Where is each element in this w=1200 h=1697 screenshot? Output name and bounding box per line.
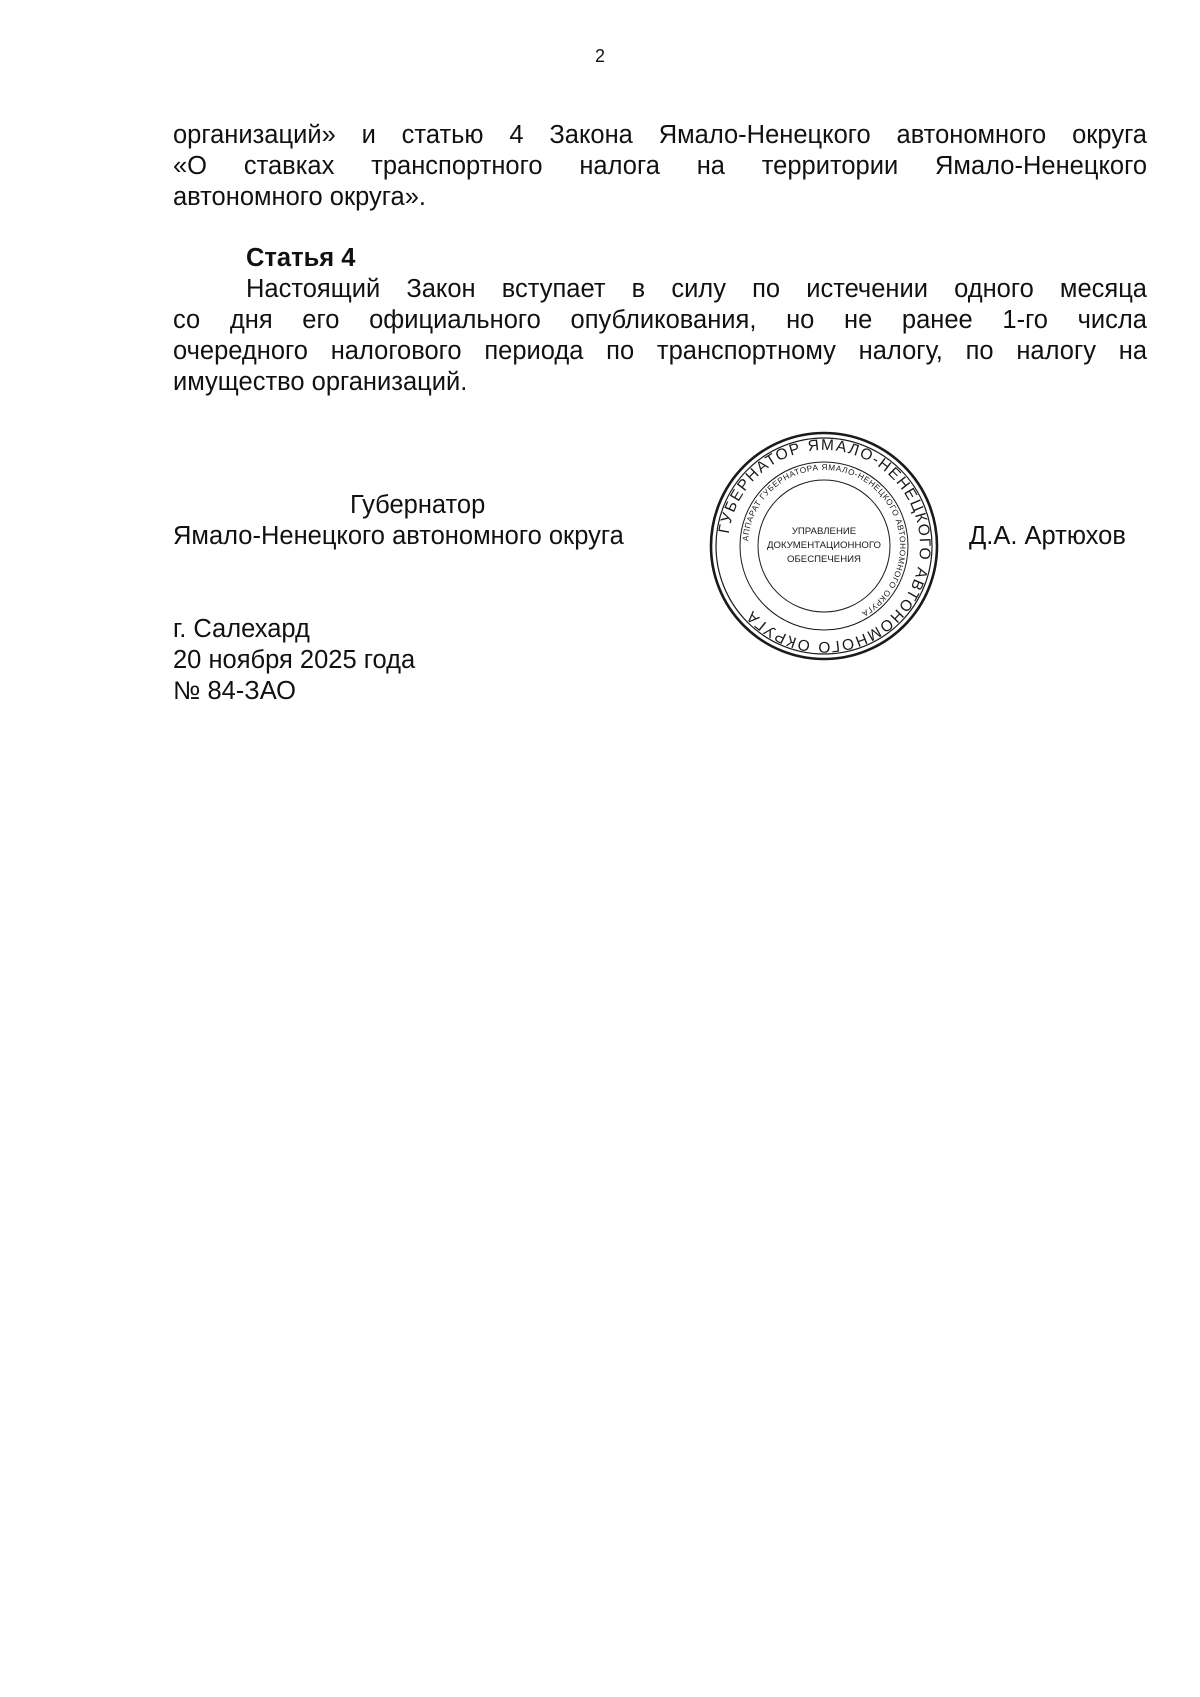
seal-outer-text: ГУБЕРНАТОР ЯМАЛО-НЕНЕЦКОГО АВТОНОМНОГО ОКРУГА xyxy=(715,436,934,656)
seal-inner-text: АППАРАТ ГУБЕРНАТОРА ЯМАЛО-НЕНЕЦКОГО АВТОНОМНОГО ОКРУГА xyxy=(741,462,908,619)
text-line xyxy=(173,305,1147,336)
text-line xyxy=(173,274,1147,305)
text-line xyxy=(173,182,1147,213)
seal-center-line: ДОКУМЕНТАЦИОННОГО xyxy=(767,540,881,551)
signatory-region: Ямало-Ненецкого автономного округа xyxy=(173,522,624,550)
document-number: № 84-ЗАО xyxy=(173,677,296,705)
date: 20 ноября 2025 года xyxy=(173,646,416,674)
page-number: 2 xyxy=(594,46,605,66)
text-line-content: очередного налогового периода по транспортному налогу, по налогу на xyxy=(173,337,1147,365)
text-line-content: организаций» и статью 4 Закона Ямало-Ненецкого автономного округа xyxy=(173,121,1147,149)
seal-graphic xyxy=(708,430,940,662)
text-line xyxy=(173,367,1147,398)
article-paragraph xyxy=(173,274,1147,398)
signatory-title: Губернатор xyxy=(350,491,486,519)
document-footer xyxy=(173,614,415,707)
signature-block xyxy=(173,490,624,552)
seal-center-line: ОБЕСПЕЧЕНИЯ xyxy=(787,554,861,565)
text-line-content: со дня его официального опубликования, но не ранее 1-го числа xyxy=(173,306,1147,334)
text-line-content: «О ставках транспортного налога на территории Ямало-Ненецкого xyxy=(173,152,1147,180)
official-seal xyxy=(708,430,940,662)
city: г. Салехард xyxy=(173,615,310,643)
text-line xyxy=(173,336,1147,367)
text-line-content: Настоящий Закон вступает в силу по истечении одного месяца xyxy=(246,275,1147,303)
seal-center-line: УПРАВЛЕНИЕ xyxy=(791,526,857,537)
signatory-name: Д.А. Артюхов xyxy=(969,522,1126,550)
text-line xyxy=(173,151,1147,182)
continuation-paragraph xyxy=(173,120,1147,213)
text-line-content: имущество организаций. xyxy=(173,368,468,396)
article-heading: Статья 4 xyxy=(246,244,356,272)
text-line xyxy=(173,120,1147,151)
text-line-content: автономного округа». xyxy=(173,183,426,211)
